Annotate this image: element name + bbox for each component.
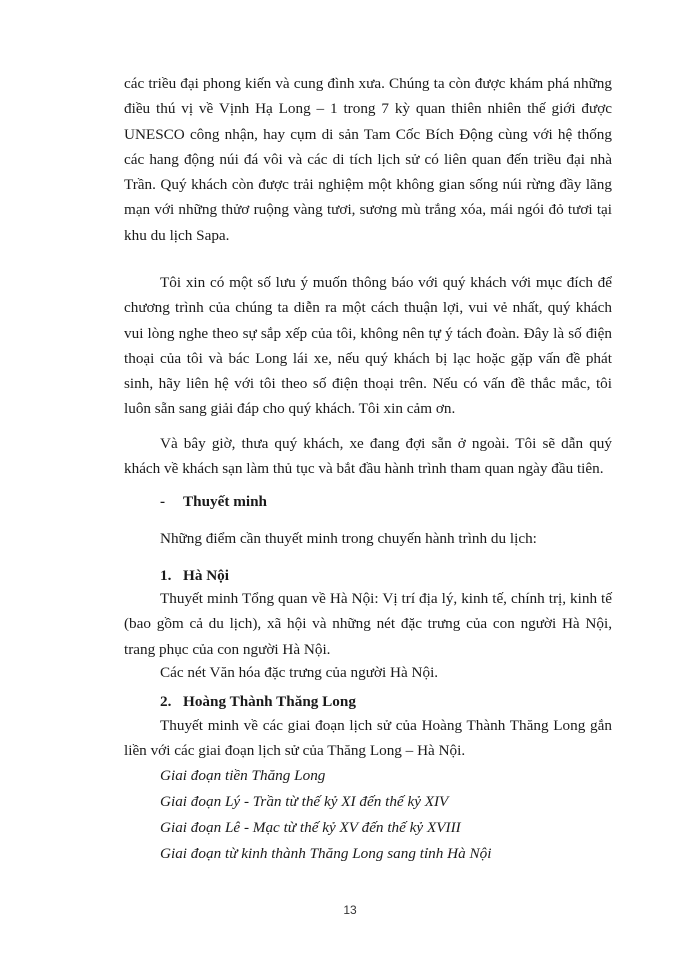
page-number: 13 bbox=[343, 903, 357, 917]
paragraph-intro-attractions: các triều đại phong kiến và cung đình xưa. Chúng ta còn được khám phá những điều thú vị về Vịnh Hạ Long – 1 trong 7 kỳ quan thiên nhiên thế giới được UNESCO công nhận, hay cụm di sản Tam Cốc Bích Động cùng với hệ thống các hang động núi đá vôi và các di tích lịch sử có liên quan đến triều đại nhà Trần. Quý khách còn được trải nghiệm một không gian sống núi rừng đầy lãng mạn với những thửơ ruộng vàng tươi, sương mù trắng xóa, mái ngói đỏ tươi tại khu du lịch Sapa. bbox=[124, 75, 612, 244]
paragraph-guide-notes: Tôi xin có một số lưu ý muốn thông báo với quý khách với mục đích để chương trình của chúng ta diễn ra một cách thuận lợi, vui vẻ nhất, quý khách vui lòng nghe theo sự sắp xếp của tôi, không nên tự ý tách đoàn. Đây là số điện thoại của tôi và bác Long lái xe, nếu quý khách bị lạc hoặc gặp vấn đề phát sinh, hãy liên hệ với tôi theo số điện thoại trên. Nếu có vấn đề thắc mắc, tôi luôn sẵn sang giải đáp cho quý khách. Tôi xin cảm ơn. bbox=[124, 274, 612, 418]
item1-text: Thuyết minh Tổng quan về Hà Nội: Vị trí địa lý, kinh tế, chính trị, kinh tế (bao gồm cả du lịch), xã hội và những nét đặc trưng của con người Hà Nội, trang phục của con người Hà Nội. bbox=[124, 590, 612, 658]
intro-line: Những điểm cần thuyết minh trong chuyến hành trình du lịch: bbox=[160, 530, 537, 547]
period-item: Giai đoạn tiền Thăng Long bbox=[160, 767, 326, 784]
section-heading: Thuyết minh bbox=[183, 493, 267, 510]
period-item: Giai đoạn Lê - Mạc từ thế kỷ XV đến thế kỷ XVIII bbox=[160, 819, 461, 836]
item1-title: Hà Nội bbox=[183, 567, 229, 584]
period-item: Giai đoạn Lý - Trần từ thế kỷ XI đến thế kỷ XIV bbox=[160, 793, 449, 810]
item2-title: Hoàng Thành Thăng Long bbox=[183, 693, 356, 710]
item1-number: 1. bbox=[160, 567, 172, 584]
item2-text: Thuyết minh về các giai đoạn lịch sử của Hoàng Thành Thăng Long gắn liền với các giai đoạn lịch sử của Thăng Long – Hà Nội. bbox=[124, 717, 612, 760]
paragraph-bus-waiting: Và bây giờ, thưa quý khách, xe đang đợi sẵn ở ngoài. Tôi sẽ dẫn quý khách về khách sạn làm thủ tục và bắt đầu hành trình tham quan ngày đầu tiên. bbox=[124, 435, 612, 478]
section-dash: - bbox=[160, 493, 166, 510]
item1-extra: Các nét Văn hóa đặc trưng của người Hà Nội. bbox=[160, 664, 439, 681]
item2-number: 2. bbox=[160, 693, 172, 710]
period-item: Giai đoạn từ kinh thành Thăng Long sang tỉnh Hà Nội bbox=[160, 845, 492, 862]
